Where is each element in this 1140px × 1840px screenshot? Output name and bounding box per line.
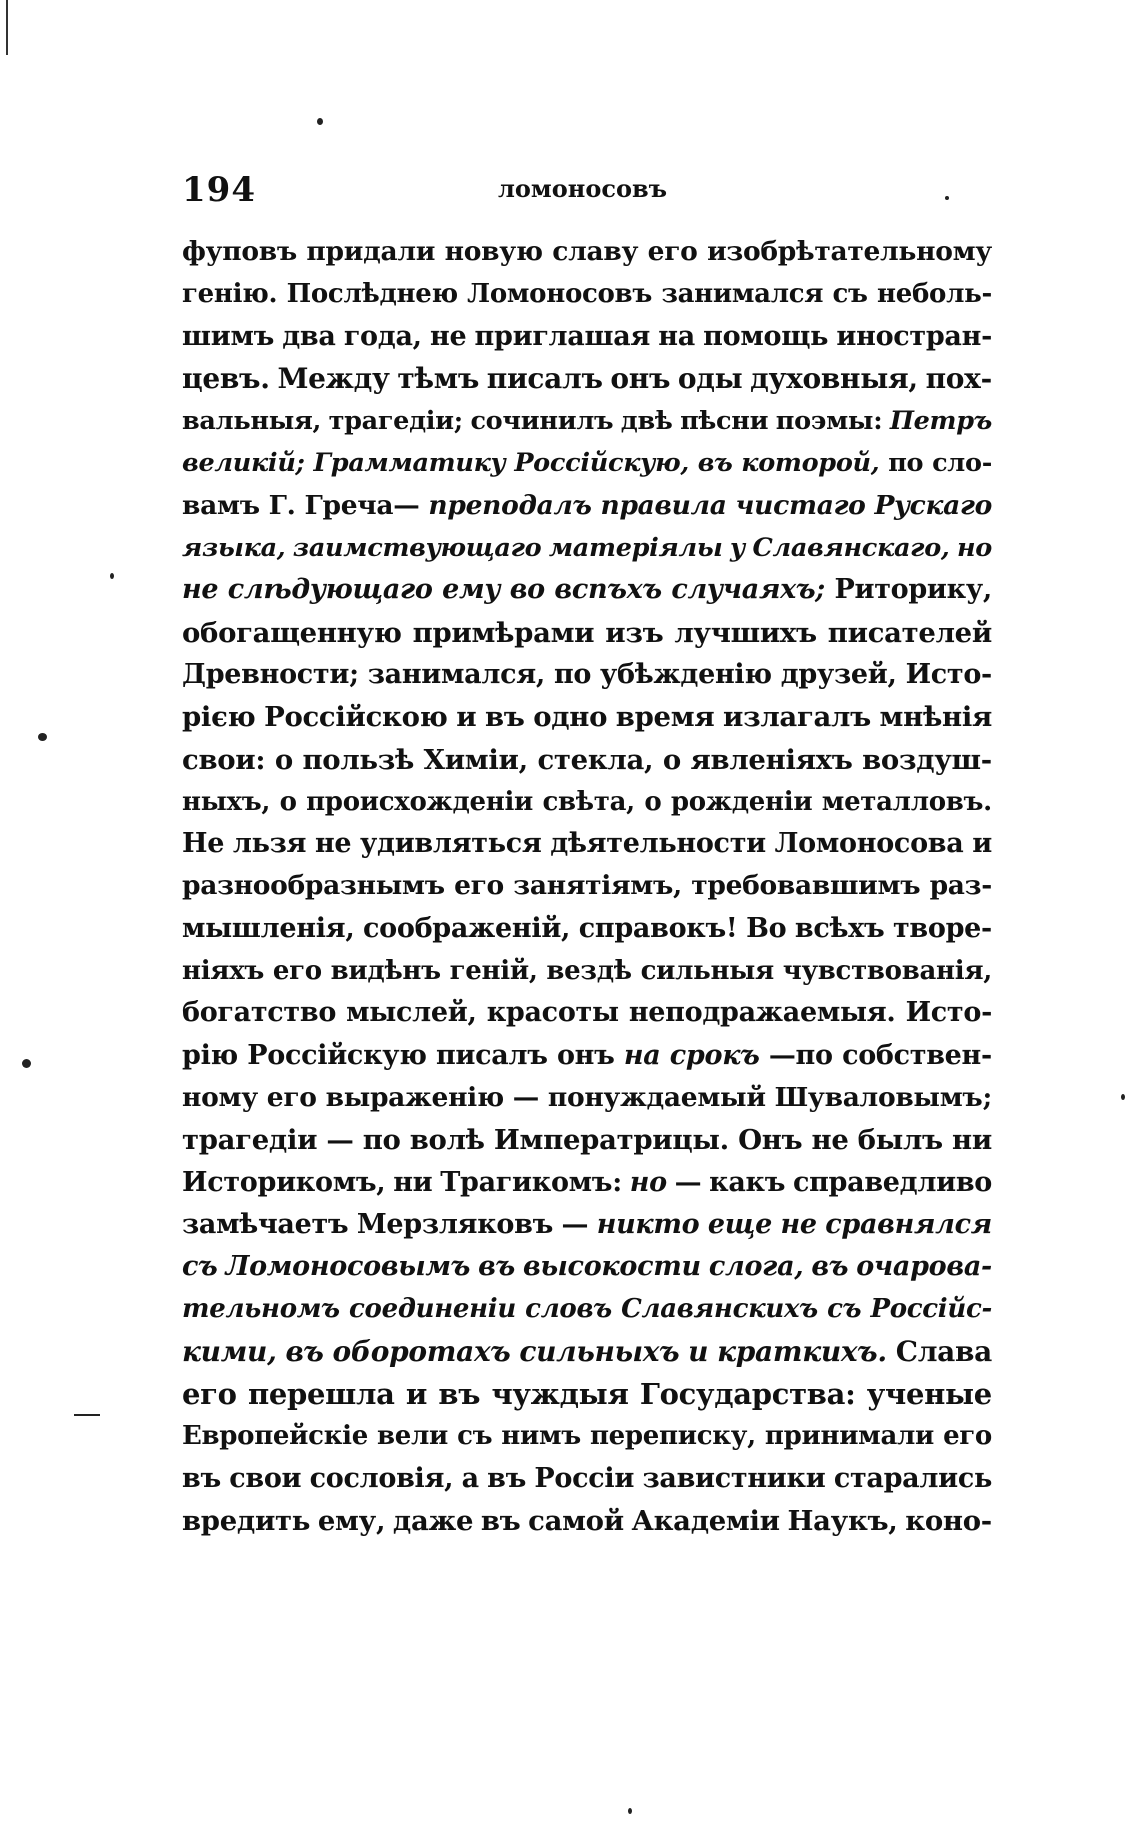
word: Академіи — [631, 1504, 780, 1537]
text-line — [182, 316, 992, 358]
italic-word: случаяхъ; — [671, 574, 825, 606]
word: новую — [444, 236, 543, 267]
word: фуповъ — [182, 236, 297, 267]
word: понуждаемый — [547, 1081, 766, 1113]
word: Исто- — [905, 658, 992, 690]
word: по — [888, 448, 924, 479]
word: въ — [480, 1504, 521, 1537]
italic-word: съ — [827, 1294, 862, 1325]
word: помощь — [703, 320, 829, 352]
word: Исто- — [905, 997, 992, 1029]
italic-word: заимствующаго — [292, 533, 542, 564]
italic-word: правила — [600, 489, 727, 521]
word: тѣмъ — [397, 361, 479, 395]
word: убѣжденію — [600, 658, 772, 690]
word: неболь- — [877, 279, 992, 310]
italic-word: вспъхъ — [554, 574, 662, 606]
word: свѣта, — [542, 786, 635, 817]
word: геній, — [449, 956, 538, 987]
word: его — [266, 1081, 317, 1113]
word: въ — [484, 701, 525, 734]
italic-word: высокости — [522, 1251, 701, 1283]
scan-speck — [38, 733, 47, 741]
italic-word: не — [780, 1208, 817, 1240]
italic-word: тельномъ — [182, 1294, 340, 1325]
word: не — [429, 320, 467, 352]
text-line — [182, 781, 992, 823]
word: — — [512, 1081, 539, 1113]
word: Императрицы. — [493, 1124, 729, 1157]
italic-word: во — [509, 574, 545, 606]
italic-word: въ — [285, 1334, 324, 1368]
word: придали — [306, 236, 436, 267]
text-line — [182, 950, 992, 992]
word: не — [314, 828, 352, 860]
word: льзя — [232, 828, 307, 860]
word: время — [615, 701, 715, 734]
word: одно — [533, 701, 608, 734]
text-line — [182, 569, 992, 611]
word: соображеній, — [363, 912, 571, 944]
word: иностран- — [836, 320, 992, 352]
word: года, — [343, 320, 422, 352]
word: на — [658, 320, 695, 352]
word: мнѣнія — [879, 701, 992, 734]
word: видѣнъ — [330, 956, 441, 987]
text-line — [182, 485, 992, 527]
word: писателей — [827, 616, 992, 649]
word: Наукъ, — [787, 1504, 898, 1537]
word: Между — [277, 361, 390, 395]
word: собствен- — [842, 1039, 992, 1071]
word: и — [972, 828, 992, 860]
word: его — [647, 236, 698, 267]
word: стекла, — [537, 743, 654, 776]
scan-dash — [74, 1414, 100, 1416]
word: Шуваловымъ; — [774, 1081, 992, 1113]
word: славу — [552, 236, 639, 267]
word: духовныя, — [750, 361, 918, 395]
word: друзей, — [780, 658, 897, 690]
word: неподражаемыя. — [628, 997, 896, 1029]
italic-word: соединеніи — [349, 1294, 516, 1325]
word: излагалъ — [722, 701, 871, 734]
running-head: ломоносовъ — [498, 174, 668, 203]
word: ніяхъ — [182, 956, 265, 987]
word: и — [456, 701, 477, 734]
word: пѣсни — [680, 406, 769, 437]
word: выраженію — [325, 1081, 504, 1113]
word: вамъ — [182, 489, 260, 521]
scan-speck — [317, 118, 323, 125]
text-line — [182, 358, 992, 400]
italic-word: еще — [707, 1208, 772, 1240]
word: рію — [182, 1039, 238, 1071]
italic-word: у — [730, 533, 745, 564]
scan-edge-line — [6, 0, 8, 55]
text-line — [182, 1415, 992, 1457]
italic-word: сильныхъ — [519, 1334, 680, 1368]
italic-word: словъ — [525, 1294, 612, 1325]
italic-word: и — [688, 1334, 709, 1368]
text-line — [182, 1288, 992, 1330]
word: сло- — [932, 448, 992, 479]
italic-word: слога, — [708, 1251, 804, 1283]
word: обогащенную — [182, 616, 402, 649]
word: занимался — [661, 279, 824, 310]
page-number: 194 — [182, 170, 256, 210]
word: ному — [182, 1081, 258, 1113]
word: Древности; — [182, 658, 359, 690]
page-header — [182, 170, 992, 220]
word: ученые — [866, 1377, 992, 1412]
italic-word: преподалъ — [428, 489, 592, 521]
word: въ — [182, 1462, 221, 1494]
word: Ломоносовъ — [467, 279, 652, 310]
word: былъ — [857, 1124, 943, 1157]
word: сословія, — [309, 1462, 454, 1494]
word: удивляться — [360, 828, 542, 860]
word: вездѣ — [546, 956, 632, 987]
word: писалъ — [486, 361, 603, 395]
word: даже — [392, 1504, 474, 1537]
word: занятіямъ, — [513, 870, 682, 902]
word: перешла — [247, 1377, 395, 1412]
text-line — [182, 1500, 992, 1542]
word: о — [279, 786, 297, 817]
word: двѣ — [620, 406, 673, 437]
word: завистники — [642, 1462, 826, 1494]
word: Ломоносова — [774, 828, 964, 860]
word: по — [553, 658, 592, 690]
word: металловъ. — [821, 786, 992, 817]
text-line — [182, 739, 992, 781]
text-line — [182, 1077, 992, 1119]
word: принимали — [764, 1421, 935, 1452]
text-line — [182, 273, 992, 315]
word: Историкомъ, — [182, 1166, 386, 1198]
text-line — [182, 442, 992, 484]
word: Мерзляковъ — [356, 1208, 553, 1240]
word: Риторику, — [834, 574, 992, 606]
text-line — [182, 1119, 992, 1161]
scan-speck — [22, 1059, 31, 1068]
word: приглашая — [474, 320, 651, 352]
word: Россійскою — [264, 701, 448, 734]
word: Послѣднею — [286, 279, 458, 310]
italic-word: великій; — [182, 448, 305, 479]
word: пользѣ — [302, 743, 415, 776]
italic-word: Рускаго — [874, 489, 992, 521]
word: его — [454, 870, 504, 902]
word: какъ — [709, 1166, 786, 1198]
word: примѣрами — [412, 616, 595, 649]
word: его — [182, 1377, 237, 1412]
word: въ — [438, 1377, 481, 1412]
word: мыслей, — [346, 997, 477, 1029]
word: Россійскую — [247, 1039, 427, 1071]
word: Слава — [895, 1334, 992, 1368]
word: о — [644, 786, 662, 817]
text-line — [182, 1035, 992, 1077]
italic-word: но — [629, 1166, 667, 1198]
word: свои: — [182, 743, 266, 776]
word: Трагикомъ: — [440, 1166, 622, 1198]
italic-word: краткихъ. — [717, 1334, 887, 1368]
word: творе- — [892, 912, 992, 944]
word: старались — [833, 1462, 992, 1494]
word: сочинилъ — [470, 406, 614, 437]
word: поэмы: — [775, 406, 883, 437]
italic-word: чистаго — [735, 489, 866, 521]
word: писалъ — [435, 1039, 548, 1071]
word: а — [461, 1462, 479, 1494]
word: самой — [528, 1504, 624, 1537]
word: воздуш- — [862, 743, 992, 776]
word: Во — [746, 912, 787, 944]
word: происхожденіи — [306, 786, 534, 817]
italic-word: языка, — [182, 533, 286, 564]
italic-word: слѣдующаго — [227, 574, 433, 606]
word: явленіяхъ — [690, 743, 853, 776]
word: Государства: — [639, 1377, 856, 1412]
word: сильныя — [640, 956, 774, 987]
word: вальныя, — [182, 406, 322, 437]
word: коно- — [905, 1504, 992, 1537]
body-text — [182, 231, 992, 1542]
word: рією — [182, 701, 256, 734]
word: цевъ. — [182, 361, 270, 395]
text-line — [182, 231, 992, 273]
text-line — [182, 1204, 992, 1246]
word: волѣ — [409, 1124, 485, 1157]
word: справокъ! — [578, 912, 738, 944]
word: рожденіи — [670, 786, 813, 817]
word: Химіи, — [423, 743, 528, 776]
word: —по — [768, 1039, 833, 1071]
italic-word: которой, — [741, 448, 880, 479]
italic-word: на — [623, 1039, 661, 1071]
scan-speck — [1121, 1094, 1125, 1100]
word: чуждыя — [491, 1377, 629, 1412]
text-line — [182, 527, 992, 569]
word: красоты — [486, 997, 619, 1029]
word: пох- — [925, 361, 992, 395]
word: ни — [952, 1124, 992, 1157]
scan-speck — [110, 573, 114, 579]
word: шимъ — [182, 320, 275, 352]
italic-word: Славянскихъ — [621, 1294, 818, 1325]
word: чувствованія, — [782, 956, 992, 987]
italic-word: кими, — [182, 1334, 277, 1368]
word: по — [362, 1124, 401, 1157]
text-line — [182, 1373, 992, 1415]
word: переписку, — [589, 1421, 756, 1452]
word: требовавшимъ — [691, 870, 921, 902]
word: Россіи — [534, 1462, 635, 1494]
word: о — [662, 743, 681, 776]
italic-word: ему — [442, 574, 501, 606]
word: трагедіи; — [328, 406, 463, 437]
word: онъ — [556, 1039, 615, 1071]
italic-word: въ — [811, 1251, 849, 1283]
italic-word: оборотахъ — [332, 1334, 511, 1368]
word: лучшихъ — [674, 616, 817, 649]
word: съ — [457, 1421, 493, 1452]
word: изобрѣтательному — [707, 236, 992, 267]
italic-word: Ломоносовымъ — [225, 1251, 471, 1283]
italic-word: но — [956, 533, 992, 564]
scan-speck — [628, 1808, 632, 1814]
italic-word: Петръ — [889, 406, 992, 437]
word: съ — [832, 279, 868, 310]
word: ни — [393, 1166, 433, 1198]
word: Онъ — [738, 1124, 803, 1157]
word: Греча— — [304, 489, 420, 521]
word: Не — [182, 828, 225, 860]
italic-word: не — [182, 574, 219, 606]
word: занимался, — [367, 658, 545, 690]
word: разнообразнымъ — [182, 870, 445, 902]
word: и — [405, 1377, 428, 1412]
word: онъ — [610, 361, 671, 395]
word: богатство — [182, 997, 337, 1029]
word: всѣхъ — [794, 912, 885, 944]
word: ему, — [317, 1504, 386, 1537]
italic-word: срокъ — [669, 1039, 760, 1071]
italic-word: Славянскаго, — [752, 533, 950, 564]
word: о — [274, 743, 293, 776]
italic-word: матеріялы — [548, 533, 723, 564]
word: свои — [229, 1462, 302, 1494]
text-line — [182, 1246, 992, 1288]
word: Г. — [268, 489, 296, 521]
word: два — [282, 320, 336, 352]
text-line — [182, 823, 992, 865]
text-line — [182, 1331, 992, 1373]
italic-word: Россійс- — [870, 1294, 992, 1325]
word: — — [561, 1208, 589, 1240]
word: изъ — [605, 616, 664, 649]
text-line — [182, 865, 992, 907]
word: Европейскіе — [182, 1421, 368, 1452]
italic-word: сравнялся — [825, 1208, 992, 1240]
text-line — [182, 696, 992, 738]
word: вели — [377, 1421, 449, 1452]
word: — — [674, 1166, 702, 1198]
word: его — [272, 956, 322, 987]
word: — — [326, 1124, 354, 1157]
word: справедливо — [792, 1166, 992, 1198]
word: дѣятельности — [550, 828, 766, 860]
text-line — [182, 1162, 992, 1204]
word: вредить — [182, 1504, 311, 1537]
text-line — [182, 612, 992, 654]
word: оды — [677, 361, 743, 395]
text-line — [182, 908, 992, 950]
word: генію. — [182, 279, 278, 310]
italic-word: въ — [478, 1251, 515, 1283]
word: нимъ — [501, 1421, 581, 1452]
word: его — [943, 1421, 992, 1452]
word: трагедіи — [182, 1124, 318, 1157]
italic-word: съ — [182, 1251, 218, 1283]
text-line — [182, 400, 992, 442]
italic-word: никто — [596, 1208, 700, 1240]
text-line — [182, 654, 992, 696]
word: въ — [487, 1462, 527, 1494]
italic-word: въ — [697, 448, 733, 479]
word: ныхъ, — [182, 786, 271, 817]
text-line — [182, 1458, 992, 1500]
text-line — [182, 992, 992, 1034]
word: мышленія, — [182, 912, 355, 944]
word: не — [811, 1124, 849, 1157]
italic-word: Грамматику — [313, 448, 506, 479]
word: раз- — [929, 870, 992, 902]
italic-word: Россійскую, — [514, 448, 689, 479]
word: замѣчаетъ — [182, 1208, 349, 1240]
italic-word: очарова- — [856, 1251, 992, 1283]
